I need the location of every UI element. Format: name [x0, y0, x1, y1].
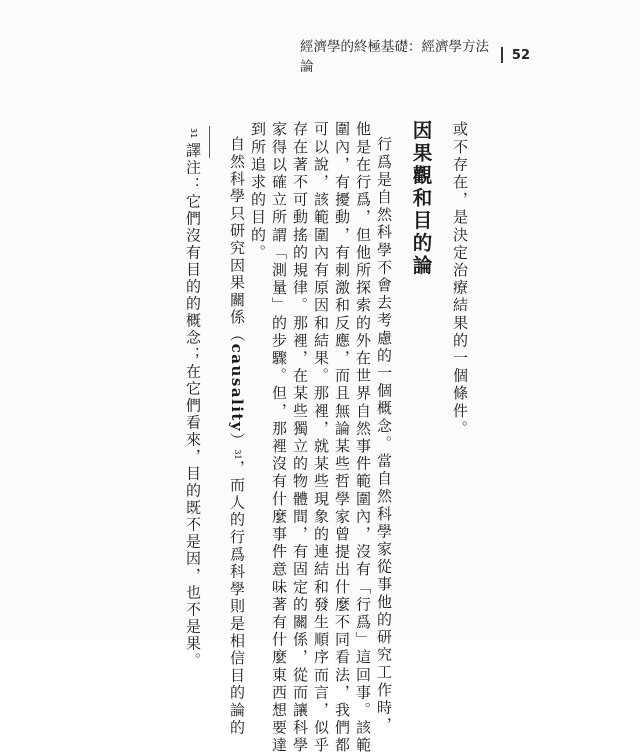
text-column-4: 圍內，有擾動，有刺激和反應，而且無論某些哲學家曾提出什麼不同看法，我們都	[333, 121, 351, 755]
term-causality: causality	[228, 343, 246, 433]
text-column-9	[229, 136, 244, 736]
footnote-reference: 31	[233, 449, 242, 460]
footnote-divider	[209, 126, 210, 158]
text-column-8: 到所追求的目的。	[249, 121, 267, 262]
text-column-6: 存在著不可動搖的規律。那裡，在某些獨立的物體間，有固定的關係，從而讓科學	[291, 121, 309, 755]
page-number: 52	[511, 47, 530, 63]
text-column-5: 可以說，該範圍內有原因和結果。那裡，就某些現象的連結和發生順序而言，似乎	[312, 121, 330, 755]
text-column-2: 行爲是自然科學不會去考慮的一個概念。當自然科學家從事他的研究工作時，	[375, 136, 393, 735]
text-column-9-part-c: ，而人的行爲科學則是相信目的論的	[228, 459, 246, 737]
running-header-title: 經濟學的終極基礎：經濟學方法論	[300, 39, 489, 75]
section-heading: 因果觀和目的論	[409, 120, 433, 278]
text-column-1: 或不存在，是決定治療結果的一個條件。	[451, 121, 469, 438]
text-column-9-part-b: ）	[228, 432, 246, 450]
header-divider	[501, 47, 502, 63]
text-column-7: 家得以確立所謂「測量」的步驟。但，那裡沒有什麼事件意味著有什麼東西想要達	[270, 121, 288, 755]
text-column-3: 他是在行爲，但他所探索的外在世界自然事件範圍內，沒有「行爲」這回事。該範	[354, 121, 372, 755]
running-header	[300, 39, 530, 75]
footnote-number: 31	[189, 128, 198, 139]
text-column-9-part-a: 自然科學只研究因果關係（	[228, 136, 246, 344]
footnote-text: 譯注：它們沒有目的的概念；在它們看來，目的既不是因，也不是果。	[184, 142, 202, 670]
footnote	[185, 128, 200, 669]
